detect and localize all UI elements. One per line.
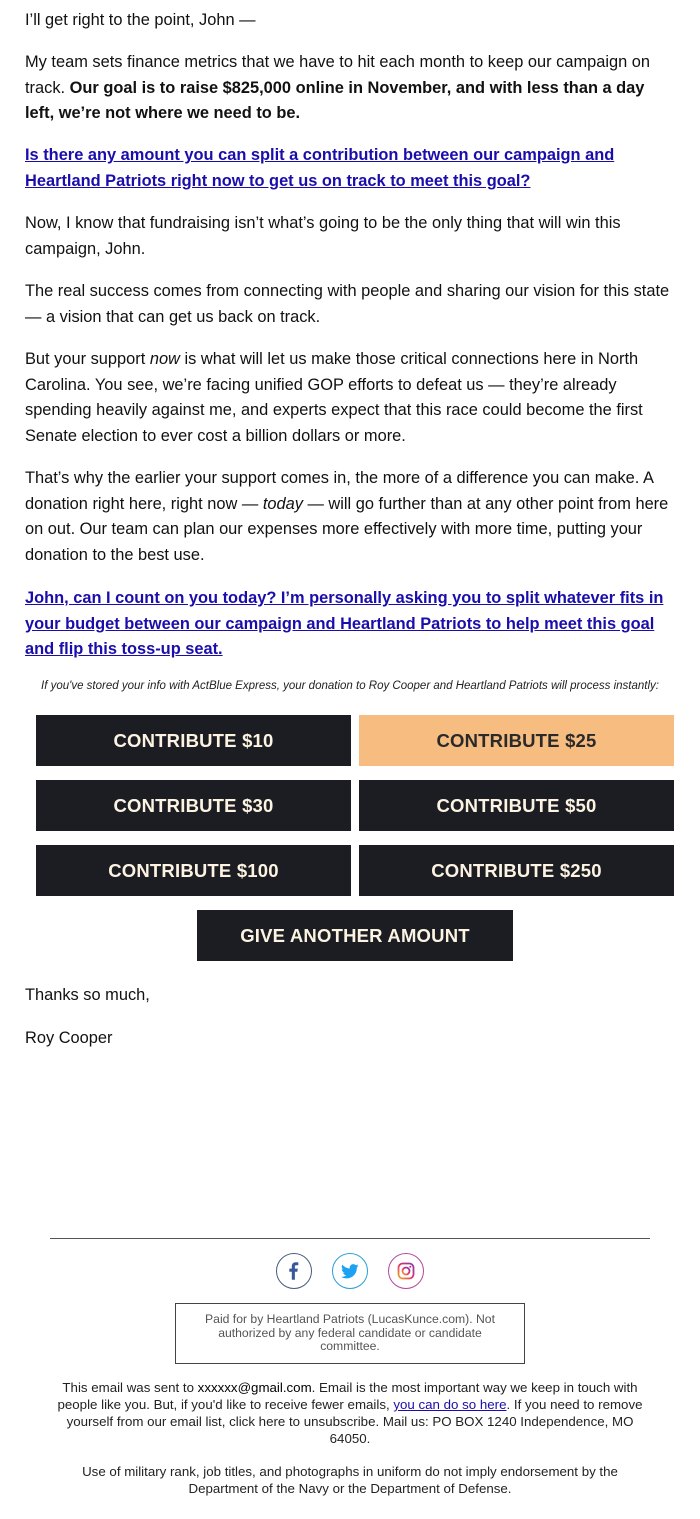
count-on-you-link[interactable]: John, can I count on you today? I’m personally asking you to split whatever fits in your budget between our campaign and Heartland Patriots to help meet this goal and flip this toss-up seat. <box>25 589 664 659</box>
paragraph-final-ask <box>25 586 677 663</box>
paragraph-fundraising: Now, I know that fundraising isn’t what’s going to be the only thing that will win this campaign, John. <box>25 214 621 258</box>
contribute-25-button[interactable]: CONTRIBUTE $25 <box>359 715 674 766</box>
twitter-glyph <box>341 1264 359 1279</box>
twitter-icon[interactable] <box>332 1253 368 1289</box>
paragraph-goal <box>25 50 677 127</box>
goal-intro-text: My team sets finance metrics that we have to hit each month to keep our campaign on track. <box>25 53 650 97</box>
earlier-text-b: — will go further than at any other point from here on out. Our team can plan our expenses more effectively with more time, putting your donation to the best use. <box>25 494 669 564</box>
earlier-italic: today <box>262 494 303 513</box>
give-another-amount-button[interactable]: GIVE ANOTHER AMOUNT <box>197 910 513 961</box>
fewer-emails-link[interactable]: you can do so here <box>393 1397 507 1412</box>
footer-divider <box>50 1238 650 1239</box>
support-text-a: But your support <box>25 350 150 368</box>
goal-bold-text: Our goal is to raise $825,000 online in November, and with less than a day left, we’re not where we need to be. <box>25 78 645 123</box>
instagram-glyph <box>397 1262 415 1280</box>
actblue-express-note: If you've stored your info with ActBlue Express, your donation to Roy Cooper and Heartland Patriots will process instantly: <box>41 680 659 692</box>
instagram-icon[interactable] <box>388 1253 424 1289</box>
closing-thanks: Thanks so much, <box>25 986 150 1004</box>
greeting: I’ll get right to the point, John — <box>25 11 256 29</box>
paragraph-ask-link <box>25 143 677 194</box>
sent-to-text-a: This email was sent to <box>62 1380 198 1395</box>
support-italic: now <box>149 350 180 368</box>
earlier-text-a: That’s why the earlier your support comes in, the more of a difference you can make. A donation right here, right now — <box>25 469 654 513</box>
recipient-email: xxxxxx@gmail.com <box>197 1380 312 1395</box>
contribute-10-button[interactable]: CONTRIBUTE $10 <box>36 715 351 766</box>
footer-email-notice <box>50 1379 650 1447</box>
support-text-b: is what will let us make those critical connections here in North Carolina. You see, we’re facing unified GOP efforts to defeat us — they’re already spending heavily against me, and experts expect that this race could become the first Senate election to ever cost a billion dollars or more. <box>25 350 643 445</box>
contribute-30-button[interactable]: CONTRIBUTE $30 <box>36 780 351 831</box>
contribute-100-button[interactable]: CONTRIBUTE $100 <box>36 845 351 896</box>
facebook-glyph <box>286 1262 302 1280</box>
signature: Roy Cooper <box>25 1029 113 1047</box>
split-contribution-link[interactable]: Is there any amount you can split a contribution between our campaign and Heartland Patriots right now to get us on track to meet this goal? <box>25 146 615 190</box>
paragraph-support <box>25 347 677 449</box>
sent-to-text-c: . If you need to remove yourself from our email list, click here to unsubscribe. Mail us: PO BOX 1240 Independence, MO 64050. <box>66 1397 643 1446</box>
paid-for-text: Paid for by Heartland Patriots (LucasKunce.com). Not authorized by any federal candidate or candidate committee. <box>205 1312 495 1354</box>
facebook-icon[interactable] <box>276 1253 312 1289</box>
paid-for-disclaimer-box <box>175 1303 525 1364</box>
contribute-50-button[interactable]: CONTRIBUTE $50 <box>359 780 674 831</box>
sent-to-text-b: . Email is the most important way we keep in touch with people like you. But, if you'd like to receive fewer emails, <box>57 1380 638 1412</box>
contribute-250-button[interactable]: CONTRIBUTE $250 <box>359 845 674 896</box>
paragraph-success: The real success comes from connecting with people and sharing our vision for this state — a vision that can get us back on track. <box>25 282 670 326</box>
military-disclaimer: Use of military rank, job titles, and photographs in uniform do not imply endorsement by the Department of the Navy or the Department of Defense. <box>82 1464 618 1496</box>
paragraph-earlier <box>25 466 677 568</box>
